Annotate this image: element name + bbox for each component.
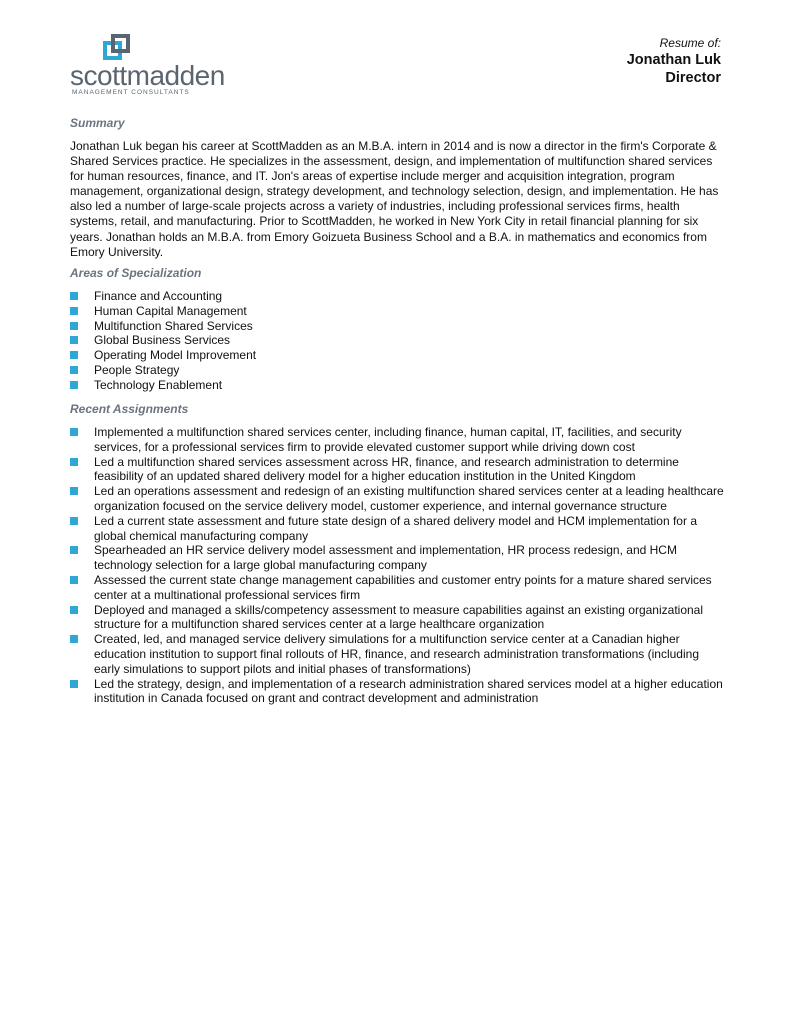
logo-wordmark: scottmadden xyxy=(70,60,225,91)
summary-heading: Summary xyxy=(70,116,125,130)
bullet-square-icon xyxy=(70,606,78,614)
assignment-item: Led the strategy, design, and implementation of a research administration shared services model at a higher education institution in Canada focused on grant and contract development and administration xyxy=(94,676,723,706)
specialization-item: Finance and Accounting xyxy=(94,289,223,303)
assignment-item: Assessed the current state change management capabilities and customer entry points for a mature shared services center at a multinational professional services firm xyxy=(94,572,712,602)
list-item xyxy=(70,455,725,485)
bullet-square-icon xyxy=(70,680,78,688)
specialization-item: Operating Model Improvement xyxy=(94,348,257,363)
list-item xyxy=(70,543,725,573)
bullet-square-icon xyxy=(70,307,78,315)
list-item xyxy=(70,319,725,334)
bullet-square-icon xyxy=(70,576,78,584)
list-item xyxy=(70,514,725,544)
list-item xyxy=(70,333,725,348)
specialization-item: Human Capital Management xyxy=(94,303,247,318)
list-item xyxy=(70,603,725,633)
logo-tagline: MANAGEMENT CONSULTANTS xyxy=(72,89,190,96)
bullet-square-icon xyxy=(70,487,78,495)
bullet-square-icon xyxy=(70,292,78,300)
specialization-item: People Strategy xyxy=(94,362,180,377)
bullet-square-icon xyxy=(70,428,78,436)
list-item xyxy=(70,289,725,304)
bullet-square-icon xyxy=(70,381,78,389)
list-item xyxy=(70,425,725,455)
list-item xyxy=(70,677,725,707)
assignment-item: Led a multifunction shared services assessment across HR, finance, and research administration to determine feasibility of an updated shared delivery model for a higher education institution in the United Kingdom xyxy=(94,454,679,484)
list-item xyxy=(70,348,725,363)
list-item xyxy=(70,632,725,676)
bullet-square-icon xyxy=(70,546,78,554)
specialization-item: Technology Enablement xyxy=(94,377,223,392)
list-item xyxy=(70,484,725,514)
assignment-item: Deployed and managed a skills/competency assessment to measure capabilities against an existing organizational structure for a multifunction shared services center at a large healthcare organization xyxy=(94,602,704,632)
assignments-list xyxy=(70,425,725,706)
person-name: Jonathan Luk xyxy=(626,52,721,68)
bullet-square-icon xyxy=(70,458,78,466)
person-title: Director xyxy=(665,70,721,86)
bullet-square-icon xyxy=(70,517,78,525)
resume-header xyxy=(627,36,721,87)
company-logo xyxy=(70,34,230,98)
list-item xyxy=(70,573,725,603)
assignment-item: Led a current state assessment and future state design of a shared delivery model and HCM implementation for a global chemical manufacturing company xyxy=(94,513,697,543)
specialization-item: Global Business Services xyxy=(94,333,231,348)
specialization-heading: Areas of Specialization xyxy=(70,266,202,280)
bullet-square-icon xyxy=(70,351,78,359)
list-item xyxy=(70,363,725,378)
assignment-item: Implemented a multifunction shared services center, including finance, human capital, IT, facilities, and security services, for a professional services firm to provide elevated customer support while driving down cost xyxy=(94,425,682,454)
list-item xyxy=(70,304,725,319)
bullet-square-icon xyxy=(70,322,78,330)
specialization-item: Multifunction Shared Services xyxy=(94,318,253,333)
specialization-list xyxy=(70,289,725,393)
bullet-square-icon xyxy=(70,366,78,374)
assignment-item: Created, led, and managed service delivery simulations for a multifunction service center at a Canadian higher education institution to support final rollouts of HR, finance, and research administration transformations (including early simulations to support pilots and initial phases of transformations) xyxy=(94,632,699,676)
assignment-item: Led an operations assessment and redesign of an existing multifunction shared services center at a leading healthcare organization focused on the service delivery model, customer experience, and internal governance structure xyxy=(94,484,724,513)
summary-text: Jonathan Luk began his career at ScottMadden as an M.B.A. intern in 2014 and is now a director in the firm's Corporate & Shared Services practice. He specializes in the assessment, design, and implementation of multifunction shared services for human resources, finance, and IT. Jon's areas of expertise include merger and acquisition integration, program management, organizational design, strategy development, and technology selection, design, and implementation. He has also led a number of large-scale projects across a variety of industries, including professional services firms, health systems, retail, and manufacturing. Prior to ScottMadden, he worked in New York City in retail financial planning for six years. Jonathan holds an M.B.A. from Emory Goizueta Business School and a B.A. in mathematics and economics from Emory University. xyxy=(70,139,719,259)
bullet-square-icon xyxy=(70,635,78,643)
list-item xyxy=(70,378,725,393)
logo-mark-icon xyxy=(102,34,132,62)
resume-label: Resume of: xyxy=(659,36,721,50)
bullet-square-icon xyxy=(70,336,78,344)
assignment-item: Spearheaded an HR service delivery model assessment and implementation, HR process redesign, and HCM technology selection for a large global manufacturing company xyxy=(94,543,677,573)
assignments-heading: Recent Assignments xyxy=(70,402,189,416)
